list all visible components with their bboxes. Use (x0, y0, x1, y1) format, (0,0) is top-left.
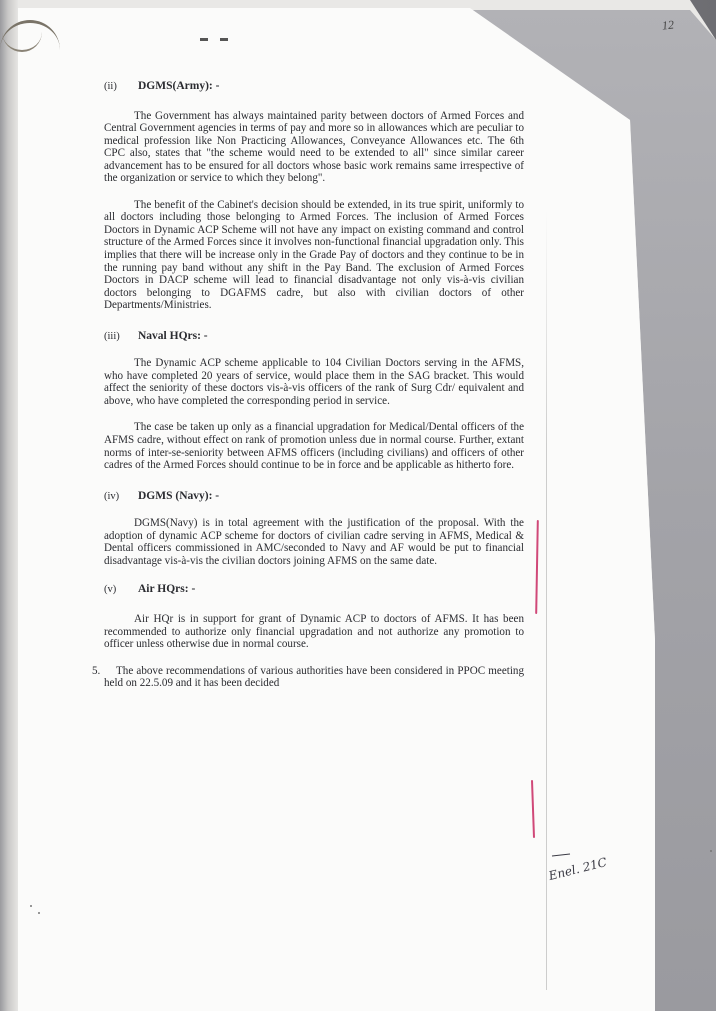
section-heading-naval-hqrs (104, 330, 524, 344)
section-title: Naval HQrs: - (138, 329, 208, 342)
section-title: DGMS(Army): - (138, 80, 220, 92)
annotation-text: Enel. 21C (547, 855, 609, 883)
paragraph: DGMS(Navy) is in total agreement with the justification of the proposal. With the adoption of dynamic ACP scheme for doctors of civilian cadre serving in AFMS, Medical & Dental officers commissioned in AMC/seconded to Navy and AF would be put to financial disadvantage vis-à-vis the civilian doctors joining AFMS on the same date. (104, 517, 524, 567)
section-heading-dgms-army (104, 80, 524, 94)
section-title: Air HQrs: - (138, 583, 196, 596)
paragraph: The benefit of the Cabinet's decision should be extended, in its true spirit, uniformly to all doctors including those belonging to Armed Forces. The inclusion of Armed Forces Doctors in Dynamic ACP Scheme will not have any impact on existing command and control structure of the Armed Forces since it involves non-functional financial upgradation only. This implies that there will be increase only in the Grade Pay of doctors and they continue to be in the running pay band without any shift in the Pay Band. The exclusion of Armed Forces Doctors in DACP scheme will lead to financial disadvantage not only vis-à-vis civilian doctors belonging to DGAFMS cadre, but also with civilian doctors of other Departments/Ministries. (104, 198, 524, 312)
paragraph-number: 5. (92, 664, 101, 677)
scan-speck (38, 912, 40, 914)
paragraph: The case be taken up only as a financial upgradation for Medical/Dental officers of the AFMS cadre, without effect on rank of promotion unless due in normal course. Further, extant norms of inter-se-seniority between AFMS officers (including civilians) and officers of other cadres of the Armed Forces should continue to be in force and be applicable as hitherto fore. (104, 421, 524, 472)
section-number: (v) (104, 584, 117, 596)
section-title: DGMS (Navy): - (138, 489, 220, 502)
paragraph: The Dynamic ACP scheme applicable to 104 Civilian Doctors serving in the AFMS, who have completed 20 years of service, would place them in the SAG bracket. This would affect the seniority of these doctors vis-à-vis officers of the rank of Surg Cdr/ equivalent and above, who have completed the corresponding period in service. (104, 357, 524, 407)
section-heading-dgms-navy (104, 490, 524, 504)
paragraph-text: The above recommendations of various authorities have been considered in PPOC meeting held on 22.5.09 and it has been decided (104, 664, 524, 690)
top-scan-mark (200, 28, 240, 31)
page-number: 12 (661, 17, 675, 33)
document-body (92, 80, 524, 690)
section-heading-air-hqrs (104, 583, 524, 597)
section-number: (iii) (104, 330, 120, 342)
section-number: (ii) (104, 81, 117, 92)
scan-speck (710, 850, 712, 852)
paragraph: The Government has always maintained parity between doctors of Armed Forces and Central Government agencies in terms of pay and more so in allowances which are peculiar to medical profession like Non Practicing Allowances, Conveyance Allowances etc. The 6th CPC also, states that "the scheme would need to be extended to all" since similar career advancement has to be ensured for all doctors whose basic work remains same irrespective of the organization or service to which they belong". (104, 109, 524, 185)
final-paragraph (92, 664, 524, 690)
handwritten-annotation (548, 848, 628, 888)
page-binding-edge (0, 0, 18, 1011)
paragraph: Air HQr is in support for grant of Dynamic ACP to doctors of AFMS. It has been recommended to authorize only financial upgradation and not authorize any promotion to officer unless otherwise due in normal course. (104, 612, 524, 651)
section-number: (iv) (104, 490, 120, 502)
scan-speck (30, 905, 32, 907)
fold-line (546, 210, 547, 990)
